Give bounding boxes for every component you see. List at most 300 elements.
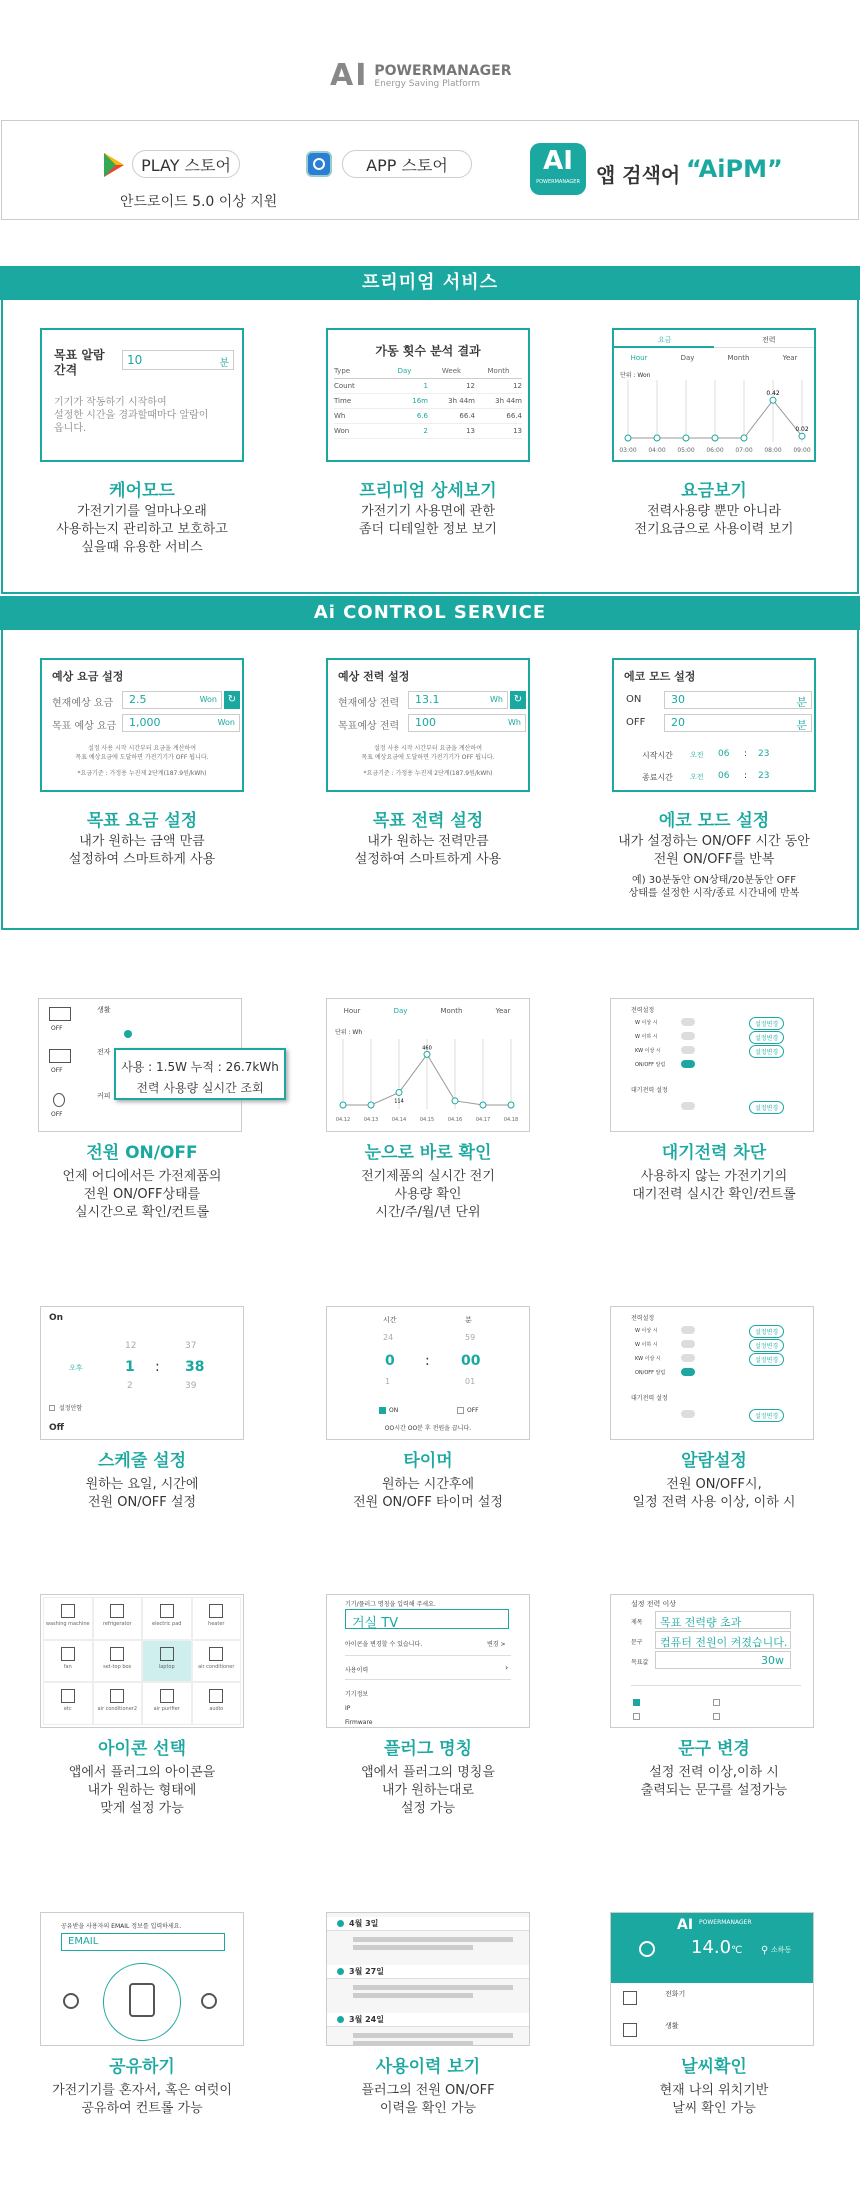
- appliance-option[interactable]: etc: [43, 1682, 93, 1725]
- timer-hour-next: 1: [385, 1377, 391, 1386]
- detail-cell: Time: [334, 397, 352, 405]
- target-fee-goal-field[interactable]: [122, 714, 240, 732]
- schedule-hour-prev: 12: [125, 1341, 137, 1351]
- detail-header: 가동 횟수 분석 결과: [375, 344, 481, 358]
- care-mode-desc: 가전기기를 얼마나오래 사용하는지 관리하고 보호하고 싶을때 유용한 서비스: [56, 504, 228, 555]
- eco-off-field[interactable]: [664, 714, 812, 732]
- care-help: 기기가 작동하기 시작하여 설정한 시간을 경과할때마다 알람이 옵니다.: [54, 397, 209, 434]
- fee-tick: 05:00: [677, 447, 695, 454]
- device-1-name: 생활: [97, 1006, 111, 1014]
- feature-desc: 가전기기를 혼자서, 혹은 여럿이 공유하여 컨트롤 가능: [52, 2083, 232, 2116]
- target-power-unit1: Wh: [490, 695, 503, 704]
- realtime-tick: 04.14: [391, 1117, 407, 1123]
- plug-icon: [623, 2023, 637, 2037]
- history-dot-icon: [337, 1920, 344, 1927]
- weather-temp: [691, 1937, 742, 1958]
- fee-subtab[interactable]: Year: [782, 354, 798, 362]
- feature-desc: 전기제품의 실시간 전기 사용량 확인 시간/주/월/년 단위: [361, 1169, 495, 1220]
- care-unit: 분: [219, 358, 229, 369]
- device-3-name: 커피: [97, 1092, 111, 1100]
- app-store-button[interactable]: APP 스토어: [342, 150, 472, 178]
- eco-off-value: 20: [671, 716, 685, 729]
- message-title-field[interactable]: [655, 1611, 791, 1629]
- feature-title: 플러그 명칭: [383, 1739, 473, 1759]
- logo-name: POWERMANAGER: [374, 62, 512, 79]
- target-power-row2-label: 목표예상 전력: [338, 721, 400, 732]
- fee-point: [799, 433, 805, 439]
- appliance-option[interactable]: air conditioner2: [93, 1682, 143, 1725]
- share-email-field[interactable]: [61, 1933, 225, 1951]
- eco-start-min: 23: [758, 749, 770, 759]
- detail-cell: 2: [423, 427, 428, 435]
- store-box: [1, 120, 859, 220]
- sun-icon: [639, 1941, 655, 1957]
- detail-col-header[interactable]: Day: [397, 367, 412, 375]
- settings-change-button[interactable]: 설정변경: [749, 1339, 784, 1352]
- settings-row-label: W 이상 시: [635, 1328, 658, 1334]
- power-off-label1: OFF: [51, 1025, 63, 1032]
- fee-last-label: 0.02: [795, 426, 809, 434]
- weather-logo-name: POWERMANAGER: [699, 1919, 752, 1926]
- fee-thumb[interactable]: [612, 328, 816, 462]
- plug-icon: [623, 1991, 637, 2005]
- appliance-icon: [160, 1647, 174, 1661]
- realtime-tick: 04.16: [447, 1117, 463, 1123]
- appliance-icon: [209, 1647, 223, 1661]
- checkbox-icon[interactable]: [633, 1699, 640, 1706]
- eco-end-label: 종료시간: [642, 773, 673, 782]
- schedule-off-label: Off: [49, 1423, 64, 1433]
- feature-title: 스케줄 설정: [97, 1451, 187, 1471]
- logo-tagline: Energy Saving Platform: [374, 78, 481, 89]
- settings-change-button[interactable]: 설정변경: [749, 1325, 784, 1338]
- detail-cell: 6.6: [416, 412, 428, 420]
- realtime-point: [340, 1102, 346, 1108]
- realtime-tick: 04.18: [503, 1117, 519, 1123]
- plug-name-menu2: 기기정보: [345, 1691, 369, 1698]
- timer-off-label: OFF: [467, 1407, 479, 1414]
- history-dot-icon: [337, 1968, 344, 1975]
- eco-start-label: 시작시간: [642, 751, 673, 760]
- settings-row-label: ON/OFF 알림: [635, 1370, 666, 1376]
- toggle-switch[interactable]: [681, 1060, 695, 1068]
- settings-label2: 대기전력 설정: [631, 1087, 668, 1094]
- target-power-goal: 100: [415, 716, 436, 729]
- target-power-thumb[interactable]: [326, 658, 530, 792]
- realtime-tick: 04.13: [363, 1117, 379, 1123]
- toggle-switch[interactable]: [681, 1340, 695, 1348]
- fee-title: 요금보기: [681, 481, 747, 501]
- realtime-mid-label: 114: [394, 1098, 404, 1105]
- appliance-option[interactable]: set-top box: [93, 1640, 143, 1683]
- feature-title: 눈으로 바로 확인: [364, 1143, 492, 1163]
- feature-desc: 사용하지 않는 가전기기의 대기전력 실시간 확인/컨트롤: [632, 1169, 796, 1202]
- usage-tooltip: [114, 1048, 286, 1100]
- toggle-switch[interactable]: [681, 1354, 695, 1362]
- detail-cell: Count: [334, 382, 355, 390]
- fee-point: [712, 435, 718, 441]
- search-term: “AiPM”: [686, 155, 783, 183]
- target-fee-row2-label: 목표 예상 요금: [52, 721, 117, 732]
- fee-tab-fee[interactable]: 요금: [658, 336, 672, 344]
- target-fee-thumb[interactable]: [40, 658, 244, 792]
- appliance-option[interactable]: fan: [43, 1640, 93, 1683]
- appliance-icon: [110, 1604, 124, 1618]
- app-icon-mark: AI: [543, 146, 573, 176]
- feature-desc: 앱에서 플러그의 아이콘을 내가 원하는 형태에 맞게 설정 가능: [68, 1765, 216, 1816]
- detail-col-header[interactable]: Type: [334, 367, 351, 375]
- message-text-value: 컴퓨터 전원이 켜졌습니다.: [660, 1636, 788, 1649]
- schedule-check-label: 설정안함: [59, 1405, 83, 1412]
- detail-cell: 1: [423, 382, 428, 390]
- message-title-value: 목표 전력량 초과: [660, 1616, 742, 1629]
- realtime-point: [396, 1089, 402, 1095]
- play-store-button[interactable]: PLAY 스토어: [132, 150, 240, 178]
- history-entry: [353, 2033, 513, 2038]
- fee-subtab[interactable]: Hour: [630, 354, 648, 362]
- history-date: 3월 24일: [349, 2015, 384, 2024]
- plug-name-menu1[interactable]: 사용이력: [345, 1667, 369, 1674]
- history-entry: [353, 1985, 513, 1990]
- target-power-current-field[interactable]: [408, 691, 508, 709]
- checkbox-icon[interactable]: [49, 1405, 55, 1411]
- settings-row-label: ON/OFF 알림: [635, 1062, 666, 1068]
- fee-tick: 08:00: [764, 447, 782, 454]
- schedule-ampm: 오후: [69, 1364, 83, 1372]
- feature-title: 날씨확인: [681, 2057, 747, 2077]
- feature-desc: 전원 ON/OFF시, 일정 전력 사용 이상, 이하 시: [632, 1477, 796, 1510]
- schedule-min: 38: [185, 1359, 205, 1375]
- plug-name-value: 거실 TV: [352, 1616, 399, 1631]
- timer-on-label: ON: [389, 1407, 399, 1414]
- plug-icon: [129, 1983, 155, 2017]
- timer-min-next: 01: [465, 1377, 476, 1386]
- fee-point: [770, 397, 776, 403]
- feature-desc: 언제 어디에서든 가전제품의 전원 ON/OFF상태를 실시간으로 확인/컨트롤: [62, 1169, 222, 1220]
- eco-end-hour: 06: [718, 771, 730, 781]
- eco-colon: :: [744, 749, 748, 759]
- settings-row-label: W 이상 시: [635, 1020, 658, 1026]
- timer-min-value: 00: [461, 1353, 481, 1369]
- appliance-option[interactable]: laptop: [142, 1640, 192, 1683]
- appliance-option[interactable]: audio: [192, 1682, 242, 1725]
- brand-logo: [330, 58, 512, 93]
- weather-location: 소하동: [771, 1946, 792, 1954]
- appliance-option[interactable]: air purifier: [142, 1682, 192, 1725]
- feature-title: 공유하기: [109, 2057, 175, 2077]
- weather-temp-value: 14.0: [691, 1937, 732, 1958]
- target-fee-foot: *요금기준 : 가정용 누진제 2단계(187.9원/kWh): [77, 770, 207, 777]
- schedule-colon: :: [155, 1359, 160, 1375]
- fee-point: [741, 435, 747, 441]
- target-power-title: 목표 전력 설정: [372, 811, 484, 831]
- history-dot-icon: [337, 2016, 344, 2023]
- eco-off-label: OFF: [626, 717, 646, 728]
- eco-colon: :: [744, 771, 748, 781]
- settings-change-button[interactable]: 설정변경: [749, 1031, 784, 1044]
- target-fee-header: 예상 요금 설정: [52, 670, 124, 683]
- fee-tick: 03:00: [619, 447, 637, 454]
- history-thumb[interactable]: [326, 1912, 530, 2046]
- premium-band: 프리미엄 서비스: [0, 266, 860, 300]
- message-l2: 문구: [631, 1639, 643, 1646]
- settings-change-button[interactable]: 설정변경: [749, 1017, 784, 1030]
- realtime-tab[interactable]: Month: [440, 1007, 463, 1015]
- timer-thumb[interactable]: [326, 1306, 530, 1440]
- appliance-icon: [160, 1604, 174, 1618]
- power-off-label2: OFF: [51, 1067, 63, 1074]
- weather-item2: 생활: [665, 2022, 679, 2030]
- appliance-icon: [110, 1647, 124, 1661]
- settings-change-button[interactable]: 설정변경: [749, 1353, 784, 1366]
- checkbox-icon[interactable]: [713, 1713, 720, 1720]
- appliance-icon: [61, 1604, 75, 1618]
- realtime-tick: 04.15: [419, 1117, 435, 1123]
- target-fee-current-field[interactable]: [122, 691, 222, 709]
- care-mode-thumb[interactable]: [40, 328, 244, 462]
- feature-desc: 원하는 시간후에 전원 ON/OFF 타이머 설정: [353, 1477, 503, 1510]
- appliance-icon: [160, 1689, 174, 1703]
- settings-row-label: KW 이상 시: [635, 1048, 661, 1054]
- message-thumb[interactable]: [610, 1594, 814, 1728]
- feature-desc: 현재 나의 위치기반 날씨 확인 가능: [659, 2083, 769, 2116]
- settings-label: 전력설정: [631, 1315, 655, 1322]
- plug-icon: [49, 1007, 71, 1021]
- toggle-switch[interactable]: [681, 1410, 695, 1418]
- target-power-current: 13.1: [415, 693, 440, 706]
- target-power-goal-field[interactable]: [408, 714, 526, 732]
- toggle-switch[interactable]: [681, 1032, 695, 1040]
- toggle-switch[interactable]: [681, 1046, 695, 1054]
- settings-row-label: W 이하 시: [635, 1342, 658, 1348]
- fee-subtabs: [614, 354, 814, 362]
- eco-unit: 분: [796, 696, 807, 709]
- care-value-field[interactable]: [122, 350, 234, 370]
- fee-chart: [614, 376, 814, 456]
- lightbulb-icon: [53, 1093, 65, 1107]
- target-fee-goal: 1,000: [129, 716, 161, 729]
- fee-point: [654, 435, 660, 441]
- history-entry: [353, 1937, 513, 1942]
- weather-item1: 전화기: [665, 1990, 686, 1998]
- message-header: 설정 전력 이상: [631, 1600, 677, 1608]
- eco-end-ampm: 오전: [690, 773, 704, 781]
- history-date: 3월 27일: [349, 1967, 384, 1976]
- detail-desc: 가전기기 사용면에 관한 좀더 디테일한 정보 보기: [359, 504, 497, 537]
- icon-select-thumb[interactable]: [40, 1594, 244, 1728]
- realtime-peak-label: 460: [422, 1045, 432, 1052]
- appliance-option[interactable]: air conditioner: [192, 1640, 242, 1683]
- fee-desc: 전력사용량 뿐만 아니라 전기요금으로 사용이력 보기: [634, 504, 794, 537]
- usage-tooltip-line2: 전력 사용량 실시간 조회: [136, 1081, 264, 1095]
- detail-cell: 3h 44m: [448, 397, 475, 405]
- realtime-point: [452, 1098, 458, 1104]
- eco-start-hour: 06: [718, 749, 730, 759]
- eco-thumb[interactable]: [612, 658, 816, 792]
- feature-title: 타이머: [403, 1451, 453, 1471]
- realtime-point: [368, 1102, 374, 1108]
- appliance-option[interactable]: heater: [192, 1597, 242, 1640]
- realtime-point: [480, 1102, 486, 1108]
- refresh-icon[interactable]: ↻: [224, 691, 240, 709]
- appliance-icon: [61, 1647, 75, 1661]
- weather-temp-unit: ℃: [731, 1945, 743, 1956]
- target-power-unit2: Wh: [508, 718, 521, 727]
- detail-col-header[interactable]: Month: [487, 367, 510, 375]
- appliance-option[interactable]: electric pad: [142, 1597, 192, 1640]
- target-fee-note: 설정 사용 시작 시간부터 요금을 계산하여 목표 예상요금에 도달하면 가전기기가 OFF 됩니다.: [75, 745, 209, 761]
- detail-cell: Wh: [334, 412, 346, 420]
- standby-settings: [611, 999, 813, 1131]
- eco-title: 에코 모드 설정: [658, 811, 770, 831]
- fee-tick: 09:00: [793, 447, 811, 454]
- realtime-point: [424, 1051, 430, 1057]
- alarm-thumb[interactable]: [610, 1306, 814, 1440]
- realtime-tab[interactable]: Day: [393, 1007, 408, 1015]
- toggle-switch[interactable]: [681, 1368, 695, 1376]
- appliance-option[interactable]: refrigerator: [93, 1597, 143, 1640]
- message-target-field[interactable]: [655, 1651, 791, 1669]
- standby-thumb[interactable]: [610, 998, 814, 1132]
- schedule-min-next: 39: [185, 1381, 197, 1391]
- message-text-field[interactable]: [655, 1631, 791, 1649]
- feature-desc: 앱에서 플러그의 명칭을 내가 원하는대로 설정 가능: [361, 1765, 495, 1816]
- realtime-chart-thumb[interactable]: [326, 998, 530, 1132]
- refresh-icon[interactable]: ↻: [510, 691, 526, 709]
- tooltip-pointer-icon: [124, 1030, 132, 1038]
- care-label: 목표 알람 간격: [54, 348, 105, 377]
- feature-title: 대기전력 차단: [661, 1143, 767, 1163]
- chevron-right-icon: ›: [505, 1663, 509, 1672]
- play-store-icon[interactable]: [102, 151, 126, 179]
- eco-on-value: 30: [671, 693, 685, 706]
- detail-cell: 66.4: [506, 412, 522, 420]
- plug-name-sub: 아이콘을 변경할 수 있습니다.: [345, 1641, 423, 1648]
- settings-label: 전력설정: [631, 1007, 655, 1014]
- target-power-header: 예상 전력 설정: [338, 670, 410, 683]
- detail-thumb[interactable]: [326, 328, 530, 462]
- checkbox-icon[interactable]: [633, 1713, 640, 1720]
- realtime-tick: 04.17: [475, 1117, 491, 1123]
- target-fee-unit2: Won: [217, 718, 235, 727]
- appliance-icon: [209, 1689, 223, 1703]
- timer-min-label: 분: [465, 1316, 472, 1324]
- app-store-icon[interactable]: [306, 151, 332, 177]
- history-entry: [353, 2041, 473, 2045]
- schedule-thumb[interactable]: [40, 1306, 244, 1440]
- checkbox-icon[interactable]: [713, 1699, 720, 1706]
- fee-tick: 07:00: [735, 447, 753, 454]
- location-icon: ⚲: [761, 1945, 769, 1956]
- message-l1: 제목: [631, 1619, 643, 1626]
- settings-change-button[interactable]: 설정변경: [749, 1045, 784, 1058]
- alarm-settings: [611, 1307, 813, 1439]
- timer-note: OO시간 OO분 후 전원을 끕니다.: [384, 1425, 472, 1432]
- settings-change-button[interactable]: 설정변경: [749, 1101, 784, 1114]
- timer-hour-value: 0: [385, 1353, 395, 1369]
- settings-change-button[interactable]: 설정변경: [749, 1409, 784, 1422]
- fee-tab-power[interactable]: 전력: [762, 336, 776, 344]
- weather-thumb[interactable]: [610, 1912, 814, 2046]
- feature-title: 알람설정: [681, 1451, 747, 1471]
- toggle-switch[interactable]: [681, 1018, 695, 1026]
- checkbox-icon[interactable]: [457, 1407, 464, 1414]
- plug-icon: [49, 1049, 71, 1063]
- history-date-row: [327, 2013, 529, 2027]
- fee-subtab[interactable]: Month: [727, 354, 750, 362]
- search-label: 앱 검색어: [596, 163, 681, 187]
- timer-colon: :: [425, 1353, 430, 1369]
- timer-min-prev: 59: [465, 1333, 476, 1342]
- target-power-foot: *요금기준 : 가정용 누진제 2단계(187.9원/kWh): [363, 770, 493, 777]
- detail-title: 프리미엄 상세보기: [359, 481, 497, 501]
- appliance-option[interactable]: washing machine: [43, 1597, 93, 1640]
- realtime-point: [508, 1102, 514, 1108]
- plug-name-label: 기기/플러그 명칭을 입력해 주세요.: [345, 1601, 436, 1608]
- fee-point: [683, 435, 689, 441]
- plug-name-ip: IP: [345, 1705, 351, 1712]
- detail-cell: 3h 44m: [495, 397, 522, 405]
- device-2-name: 전자: [97, 1048, 111, 1056]
- history-date-row: [327, 1917, 529, 1931]
- fee-tick: 06:00: [706, 447, 724, 454]
- plug-name-firmware: Firmware: [345, 1719, 373, 1726]
- feature-title: 문구 변경: [678, 1739, 750, 1759]
- target-power-desc: 내가 원하는 전력만큼 설정하여 스마트하게 사용: [354, 834, 502, 867]
- timer-hour-prev: 24: [383, 1333, 394, 1342]
- fee-unit: 단위 : Won: [620, 372, 651, 379]
- timer-hour-label: 시간: [383, 1316, 397, 1324]
- target-fee-unit1: Won: [199, 695, 217, 704]
- person-icon: [63, 1993, 79, 2009]
- checkbox-icon[interactable]: [379, 1407, 386, 1414]
- detail-cell: 13: [466, 427, 475, 435]
- appliance-icon: [209, 1604, 223, 1618]
- control-band: Ai CONTROL SERVICE: [0, 596, 860, 630]
- detail-table: [334, 364, 522, 439]
- fee-point: [625, 435, 631, 441]
- toggle-switch[interactable]: [681, 1326, 695, 1334]
- fee-tick: 04:00: [648, 447, 666, 454]
- fee-subtab[interactable]: Day: [680, 354, 695, 362]
- person-icon: [201, 1993, 217, 2009]
- realtime-unit: 단위 : Wh: [335, 1029, 363, 1036]
- feature-title: 전원 ON/OFF: [86, 1143, 198, 1163]
- message-l3: 목표값: [631, 1659, 649, 1666]
- history-entry: [353, 1993, 473, 1998]
- detail-cell: 12: [466, 382, 475, 390]
- detail-col-header[interactable]: Week: [441, 367, 462, 375]
- realtime-tab[interactable]: Hour: [343, 1007, 361, 1015]
- plug-name-thumb[interactable]: [326, 1594, 530, 1728]
- target-power-note: 설정 사용 시작 시간부터 요금을 계산하여 목표 예상요금에 도달하면 가전기기가 OFF 됩니다.: [361, 745, 495, 761]
- fee-peak-label: 0.42: [766, 390, 780, 398]
- plug-name-field[interactable]: [345, 1609, 509, 1629]
- realtime-tab[interactable]: Year: [495, 1007, 511, 1015]
- schedule-hour: 1: [125, 1359, 135, 1375]
- settings-label2: 대기전력 설정: [631, 1395, 668, 1402]
- feature-desc: 설정 전력 이상,이하 시 출력되는 문구를 설정가능: [640, 1765, 788, 1798]
- share-thumb[interactable]: [40, 1912, 244, 2046]
- share-label: 공유받을 사용자의 EMAIL 정보를 입력하세요.: [61, 1923, 182, 1930]
- feature-desc: 원하는 요일, 시간에 전원 ON/OFF 설정: [85, 1477, 199, 1510]
- toggle-switch[interactable]: [681, 1102, 695, 1110]
- history-entry: [353, 1945, 473, 1950]
- plug-name-change[interactable]: 변경 >: [487, 1641, 506, 1648]
- eco-on-field[interactable]: [664, 691, 812, 709]
- power-off-label3: OFF: [51, 1111, 63, 1118]
- detail-cell: 66.4: [459, 412, 475, 420]
